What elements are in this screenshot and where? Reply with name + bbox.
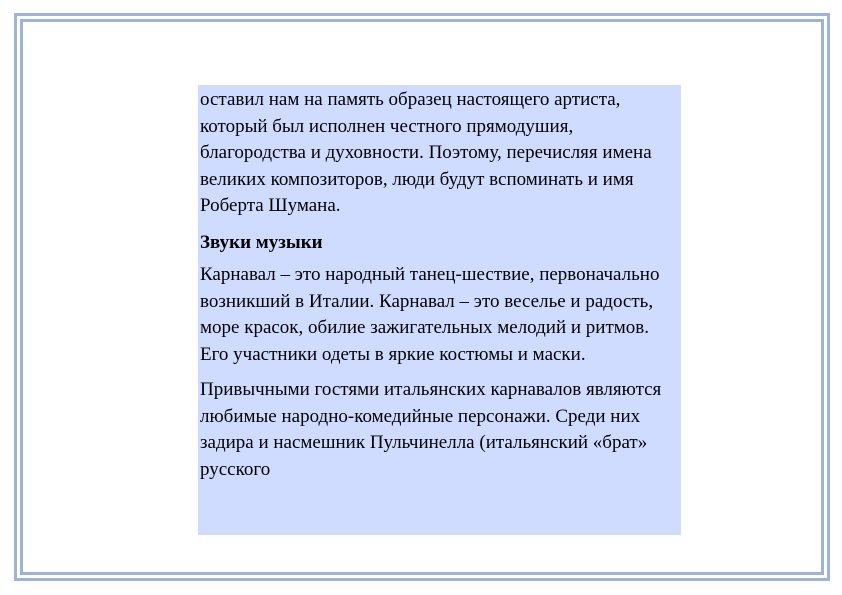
paragraph-1: оставил нам на память образец настоящего артиста, который был исполнен честного прямодушия, благородства и духовности. Поэтому, перечисляя имена великих композиторов, люди будут вспоминать и имя Роберта Шумана.	[200, 89, 652, 216]
section-heading: Звуки музыки	[200, 231, 323, 253]
paragraph-2: Карнавал – это народный танец-шествие, первоначально возникший в Италии. Карнавал – это веселье и радость, море красок, обилие зажигательных мелодий и ритмов. Его участники одеты в яркие костюмы и маски.	[200, 264, 660, 365]
text-box	[198, 85, 681, 535]
paragraph-3: Привычными гостями итальянских карнавалов являются любимые народно-комедийные персонажи. Среди них задира и насмешник Пульчинелла (итальянский «брат» русского	[200, 379, 662, 480]
